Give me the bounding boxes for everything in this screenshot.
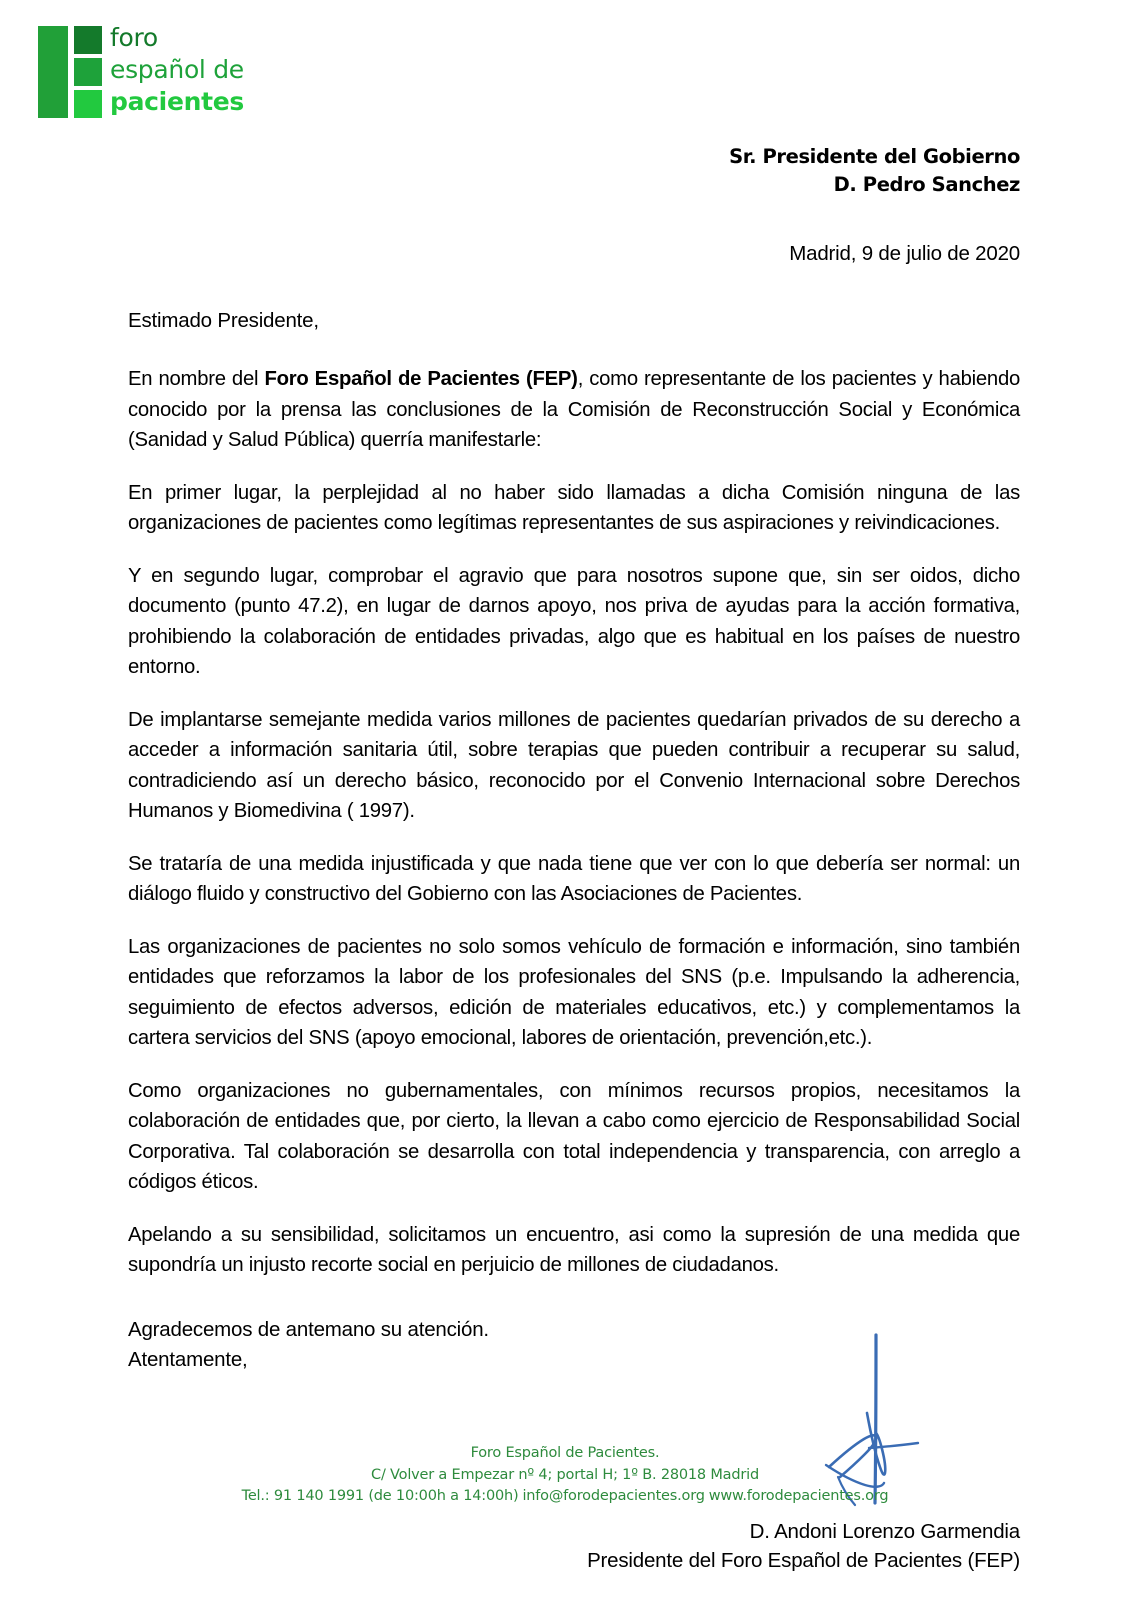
- logo-word-foro: foro: [110, 23, 158, 52]
- addressee-line-1: Sr. Presidente del Gobierno: [729, 145, 1020, 168]
- signer-name: D. Andoni Lorenzo Garmendia: [749, 1519, 1020, 1543]
- footer-contact: [0, 1486, 1130, 1508]
- logo-square-mid: [74, 58, 102, 86]
- footer-org-name: Foro Español de Pacientes.: [470, 1445, 660, 1461]
- paragraph-1: [128, 364, 1020, 456]
- closing-thanks: Agradecemos de antemano su atención.: [128, 1317, 489, 1341]
- registry-note-container: [0, 0, 70, 1600]
- paragraph-5: Se trataría de una medida injustificada y que nada tiene que ver con lo que debería ser normal: un diálogo fluido y constructivo del Gobierno con las Asociaciones de Pacientes.: [128, 852, 1020, 905]
- paragraph-4: De implantarse semejante medida varios millones de pacientes quedarían privados de su derecho a acceder a información sanitaria útil, sobre terapias que pueden contribuir a recuperar su salud, contradiciendo así un derecho básico, reconocido por el Convenio Internacional sobre Derechos Humanos y Biomedivina ( 1997).: [128, 708, 1020, 822]
- footer: [0, 1443, 1130, 1508]
- paragraph-1-lead: En nombre del: [128, 368, 265, 390]
- paragraph-8: Apelando a su sensibilidad, solicitamos un encuentro, asi como la supresión de una medida que supondría un injusto recorte social en perjuicio de millones de ciudadanos.: [128, 1223, 1020, 1276]
- logo-word-pacientes: pacientes: [110, 87, 244, 116]
- footer-address: C/ Volver a Empezar nº 4; portal H; 1º B. 28018 Madrid: [371, 1466, 759, 1483]
- paragraph-6: Las organizaciones de pacientes no solo somos vehículo de formación e información, sino también entidades que reforzamos la labor de los profesionales del SNS (p.e. Impulsando la adherencia, seguimiento de efectos adversos, edición de materiales educativos, etc.) y complementamos la cartera servicios del SNS (apoyo emocional, labores de orientación, prevención,etc.).: [128, 935, 1020, 1049]
- closing-salutation: Atentamente,: [128, 1347, 248, 1371]
- letter-content: [128, 0, 1020, 1575]
- logo-square-bright: [74, 90, 102, 118]
- footer-website[interactable]: www.forodepacientes.org: [708, 1488, 889, 1504]
- signer-title: Presidente del Foro Español de Pacientes (FEP): [587, 1548, 1020, 1572]
- organization-name: Foro Español de Pacientes (FEP): [264, 368, 578, 390]
- greeting: Estimado Presidente,: [128, 309, 319, 332]
- paragraph-1-rest: , como representante de los pacientes y habiendo conocido por la prensa las conclusiones de la Comisión de Reconstrucción Social y Económica (Sanidad y Salud Pública) querría manifestarle:: [128, 368, 1020, 451]
- signer-block: [128, 1517, 1020, 1575]
- place-and-date: Madrid, 9 de julio de 2020: [789, 242, 1020, 265]
- footer-phone: Tel.: 91 140 1991 (de 10:00h a 14:00h): [241, 1488, 519, 1504]
- logo-square-dark: [74, 26, 102, 54]
- paragraph-2: En primer lugar, la perplejidad al no haber sido llamadas a dicha Comisión ninguna de las organizaciones de pacientes como legítimas representantes de sus aspiraciones y reivindicaciones.: [128, 481, 1020, 534]
- addressee-block: [128, 143, 1020, 199]
- letter-body: [128, 364, 1020, 1281]
- addressee-line-2: D. Pedro Sanchez: [833, 173, 1020, 196]
- logo-word-espanol-de: español de: [110, 55, 244, 84]
- paragraph-3: Y en segundo lugar, comprobar el agravio que para nosotros supone que, sin ser oidos, dicho documento (punto 47.2), en lugar de darnos apoyo, nos priva de ayudas para la acción formativa, prohibiendo la colaboración de entidades privadas, algo que es habitual en los países de nuestro entorno.: [128, 564, 1020, 678]
- paragraph-7: Como organizaciones no gubernamentales, con mínimos recursos propios, necesitamos la colaboración de entidades que, por cierto, la llevan a cabo como ejercicio de Responsabilidad Social Corporativa. Tal colaboración se desarrolla con total independencia y transparencia, con arreglo a códigos éticos.: [128, 1079, 1020, 1193]
- footer-email[interactable]: info@forodepacientes.org: [522, 1488, 705, 1504]
